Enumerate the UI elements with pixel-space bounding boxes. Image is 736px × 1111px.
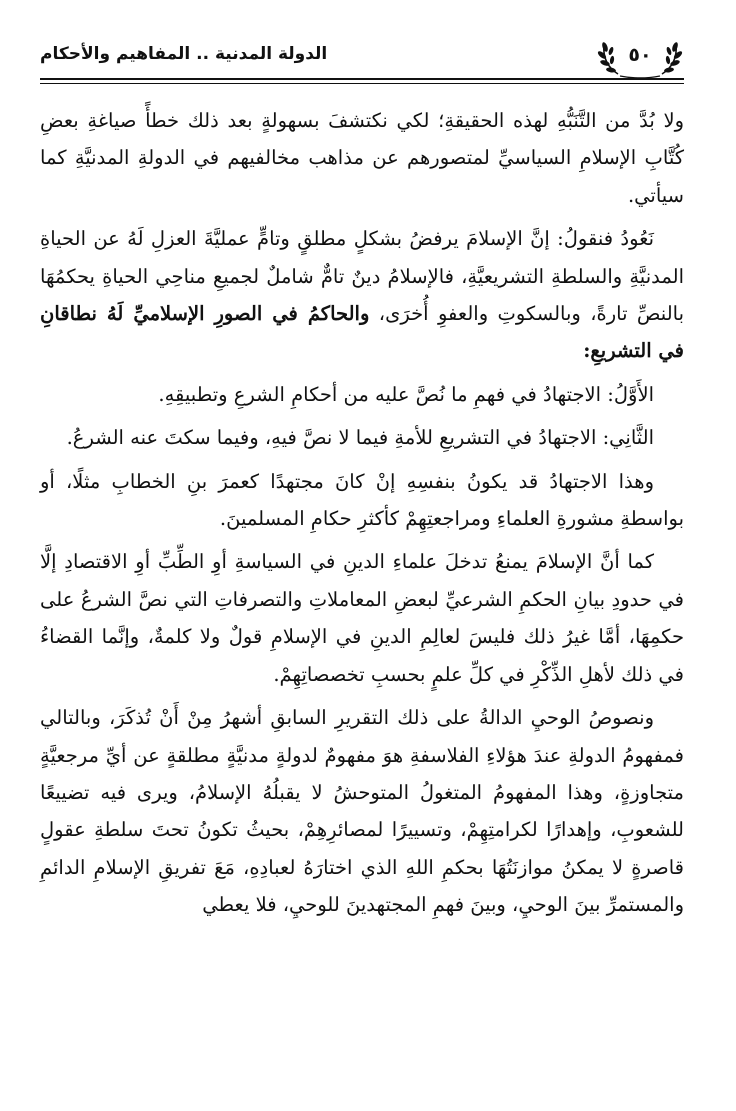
header-rule bbox=[40, 78, 684, 80]
page-number-ornament bbox=[596, 34, 684, 80]
running-title: الدولة المدنية .. المفاهيم والأحكام bbox=[40, 44, 328, 64]
text-run: الثَّانِي: الاجتهادُ في التشريعِ للأمةِ فيما لا نصَّ فيهِ، وفيما سكتَ عنه الشرعُ. bbox=[66, 426, 654, 450]
paragraph bbox=[40, 463, 684, 538]
paragraph bbox=[40, 102, 684, 214]
header-rule-thin bbox=[40, 83, 684, 84]
paragraph bbox=[40, 419, 684, 456]
paragraph bbox=[40, 220, 684, 370]
paragraph bbox=[40, 376, 684, 413]
paragraph bbox=[40, 699, 684, 923]
text-run: ونصوصُ الوحيِ الدالةُ على ذلك التقريرِ السابقِ أشهرُ مِنْ أَنْ تُذكَرَ، وبالتالي فمفهومُ الدولةِ عندَ هؤلاءِ الفلاسفةِ هوَ مفهومٌ لدولةٍ مدنيَّةٍ مطلقةٍ عن أيِّ مرجعيَّةٍ متجاوزةٍ، وهذا المفهومُ المتغولُ المتوحشُ لا يقبلُهُ الإسلامُ، ويرى فيه تضييعًا للشعوبِ، وإهدارًا لكرامتِهِمْ، وتسييرًا لمصائرِهِمْ، بحيثُ تكونُ تحتَ سلطةِ عقولٍ قاصرةٍ لا يمكنُ موازنَتُهَا بحكمِ اللهِ الذي اختارَهُ لعبادِهِ، مَعَ تفريقِ الإسلامِ الدائمِ والمستمرِّ بينَ الوحيِ، وبينَ فهمِ المجتهدينَ للوحيِ، فلا يعطي bbox=[40, 706, 684, 917]
text-run: الأَوَّلُ: الاجتهادُ في فهمِ ما نُصَّ عليه من أحكامِ الشرعِ وتطبيقِهِ. bbox=[158, 382, 654, 406]
text-run-bold: والحاكمُ في الصورِ الإسلاميِّ لَهُ نطاقانِ في التشريعِ: bbox=[40, 302, 684, 363]
text-run: وهذا الاجتهادُ قد يكونُ بنفسِهِ إنْ كانَ مجتهدًا كعمرَ بنِ الخطابِ مثلًا، أو بواسطةِ مشورةِ العلماءِ ومراجعتِهِمْ كأكثرِ حكامِ المسلمينَ. bbox=[40, 469, 684, 531]
body-text bbox=[40, 102, 684, 930]
text-run: كما أنَّ الإسلامَ يمنعُ تدخلَ علماءِ الدينِ في السياسةِ أوِ الطِّبِّ أوِ الاقتصادِ إلَّا في حدودِ بيانِ الحكمِ الشرعيِّ لبعضِ المعاملاتِ والتصرفاتِ التي نصَّ الشرعُ على حكمِهَا، أمَّا غيرُ ذلك فليسَ لعالِمِ الدينِ في الإسلامِ قولٌ ولا كلمةٌ، وإنَّما القضاءُ في ذلك لأهلِ الذِّكْرِ في كلِّ علمٍ بحسبِ تخصصاتِهِمْ. bbox=[40, 550, 684, 686]
text-run: ولا بُدَّ من التَّنَبُّهِ لهذه الحقيقةِ؛ لكي نكتشفَ بسهولةٍ بعد ذلك خطأً صياغةِ بعضِ كُتَّابِ الإسلامِ السياسيِّ لمتصورهم عن مذاهب مخالفيهم في الدولةِ المدنيَّةِ كما سيأتي. bbox=[40, 109, 684, 207]
paragraph bbox=[40, 543, 684, 693]
running-header bbox=[40, 34, 684, 82]
text-run: نَعُودُ فنقولُ: إنَّ الإسلامَ يرفضُ بشكلٍ مطلقٍ وتامٍّ عمليَّةَ العزلِ لَهُ عن الحياةِ المدنيَّةِ والسلطةِ التشريعيَّةِ، فالإسلامُ دينٌ تامٌّ شاملٌ لجميعِ مناحِي الحياةِ يحكمُهَا بالنصِّ تارةً، وبالسكوتِ والعفوِ أُخرَى، bbox=[40, 227, 685, 326]
page-number: ٥٠ bbox=[628, 44, 652, 66]
